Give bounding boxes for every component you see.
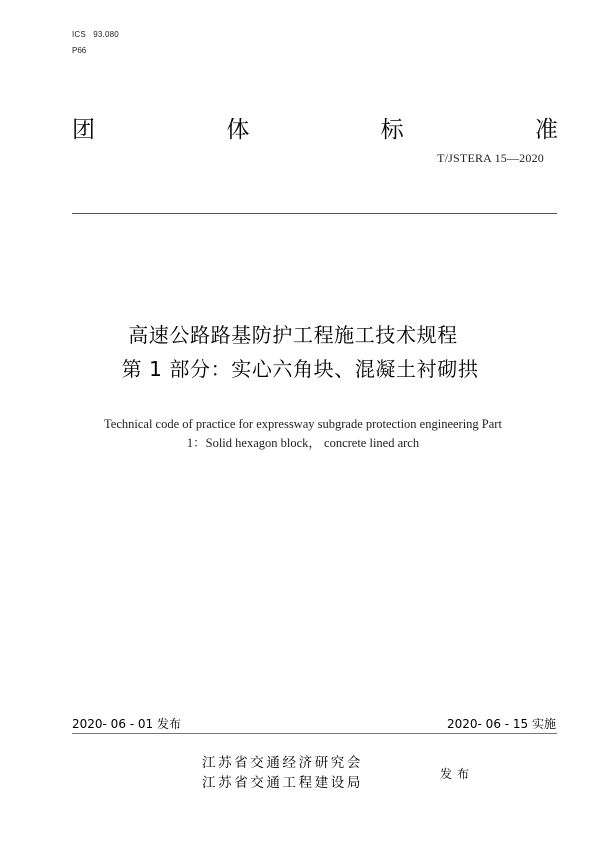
publish-date: 2020- 06 - 01 发布 [72, 717, 181, 731]
heading-char: 标 [380, 117, 404, 143]
bottom-divider [72, 733, 557, 734]
english-title-line-1: Technical code of practice for expressway subgrade protection engineering Part [104, 417, 502, 431]
issuing-organizations [202, 753, 363, 793]
implementation-date: 2020- 06 - 15 实施 [447, 717, 556, 731]
issuer-org: 江苏省交通经济研究会 [202, 755, 363, 771]
chinese-title [0, 318, 600, 386]
heading-char: 准 [534, 117, 558, 143]
ics-code: 93.080 [93, 30, 119, 39]
issuer-org: 江苏省交通工程建设局 [202, 775, 363, 791]
chinese-title-line-1: 高速公路路基防护工程施工技术规程 [128, 323, 458, 347]
publish-label: 发布 [440, 767, 475, 781]
heading-char: 体 [226, 117, 250, 143]
ccs-code: P66 [72, 46, 87, 55]
ics-classification [72, 30, 119, 39]
english-title-line-2: 1：Solid hexagon block， concrete lined arch [186, 436, 420, 450]
ics-label: ICS [72, 30, 86, 39]
chinese-title-line-2: 第 1 部分：实心六角块、混凝土衬砌拱 [121, 357, 479, 381]
english-title [60, 415, 546, 453]
standard-code: T/JSTERA 15—2020 [437, 151, 544, 165]
document-type-heading [72, 115, 558, 145]
top-divider [72, 213, 557, 214]
heading-char: 团 [72, 117, 95, 143]
